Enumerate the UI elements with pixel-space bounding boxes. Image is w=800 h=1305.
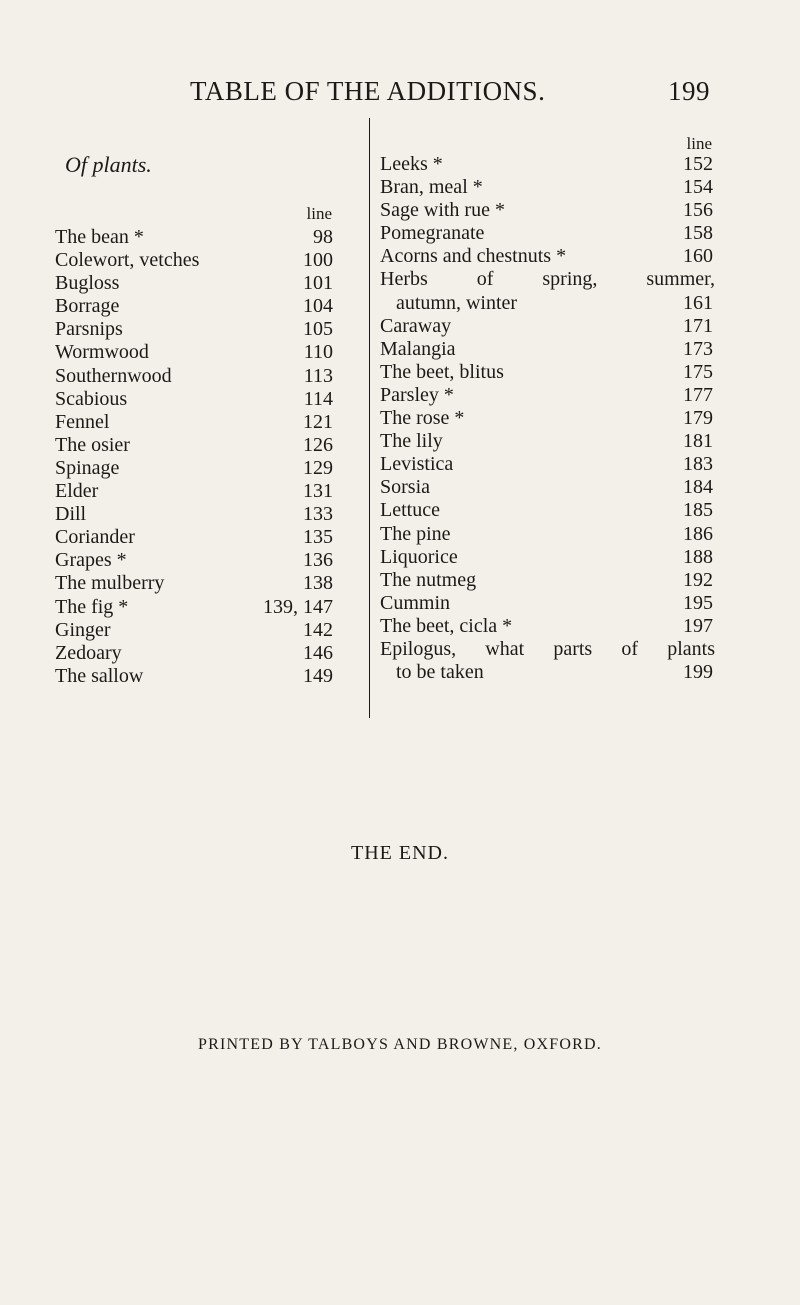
index-entry [55, 457, 335, 480]
entry-line-number: 139, 147 [263, 595, 333, 618]
entry-name: Levistica [380, 453, 454, 476]
entry-line-number: 133 [303, 503, 333, 526]
index-entry [55, 388, 335, 411]
index-entry [55, 572, 335, 595]
index-entry [55, 549, 335, 572]
entry-line-number: 146 [303, 641, 333, 664]
entry-line-number: 177 [683, 383, 713, 406]
index-entry [380, 476, 715, 499]
line-column-label: line [306, 204, 332, 223]
entry-line-number: 142 [303, 618, 333, 641]
entry-line-number: 181 [683, 430, 713, 453]
entry-line-number: 184 [683, 476, 713, 499]
entry-name: The rose * [380, 407, 465, 430]
entry-name: The osier [55, 433, 130, 456]
index-entry [380, 615, 715, 638]
entry-line-number: 114 [303, 387, 333, 410]
entry-line-number: 104 [303, 295, 333, 318]
entry-name: The sallow [55, 664, 144, 687]
entry-name: The nutmeg [380, 568, 477, 591]
entry-line-number: 158 [683, 222, 713, 245]
index-entry [380, 546, 715, 569]
entry-line-number: 156 [683, 199, 713, 222]
entry-line-number: 131 [303, 480, 333, 503]
right-entries [380, 153, 715, 684]
line-column-label: line [686, 134, 712, 153]
index-entry [55, 619, 335, 642]
index-entry [380, 407, 715, 430]
index-entry [380, 523, 715, 546]
index-entry [55, 411, 335, 434]
index-entry [55, 365, 335, 388]
index-entry [55, 272, 335, 295]
entry-name: The beet, cicla * [380, 614, 513, 637]
entry-name: Lettuce [380, 499, 440, 522]
entry-line-number: 195 [683, 591, 713, 614]
entry-name: Colewort, vetches [55, 249, 200, 272]
entry-line-number: 152 [683, 153, 713, 175]
entry-name: The pine [380, 522, 451, 545]
entry-name: The lily [380, 430, 443, 453]
index-entry [55, 249, 335, 272]
index-entry [380, 153, 715, 176]
index-entry [380, 176, 715, 199]
index-entry [380, 315, 715, 338]
entry-name: Bugloss [55, 272, 120, 295]
entry-line-number: 183 [683, 453, 713, 476]
entry-line-number: 101 [303, 272, 333, 295]
entry-name: Sage with rue * [380, 199, 505, 222]
entry-line-number: 149 [303, 664, 333, 687]
entry-line-number: 185 [683, 499, 713, 522]
index-entry [55, 480, 335, 503]
entry-line-number: 173 [683, 337, 713, 360]
index-entry [55, 596, 335, 619]
index-entry [55, 226, 335, 249]
index-entry [55, 526, 335, 549]
entry-line-number: 197 [683, 614, 713, 637]
entry-name: Leeks * [380, 153, 443, 175]
entry-name: Caraway [380, 314, 452, 337]
entry-line-number: 175 [683, 360, 713, 383]
index-entry [380, 338, 715, 361]
entry-line-number: 188 [683, 545, 713, 568]
index-entry [55, 503, 335, 526]
index-entry [55, 341, 335, 364]
index-entry [380, 199, 715, 222]
index-entry [380, 638, 715, 661]
index-entry [380, 384, 715, 407]
index-entry [380, 499, 715, 522]
index-entry [380, 592, 715, 615]
entry-name: Parsnips [55, 318, 123, 341]
index-entry [380, 245, 715, 268]
entry-name: The fig * [55, 595, 129, 618]
entry-name: Cummin [380, 591, 451, 614]
entry-line-number: 121 [303, 410, 333, 433]
running-header [190, 76, 710, 110]
entry-line-number: 110 [303, 341, 333, 364]
entry-line-number: 105 [303, 318, 333, 341]
entry-line-number: 100 [303, 249, 333, 272]
index-entry [55, 665, 335, 688]
entry-line-number: 138 [303, 572, 333, 595]
index-entry [380, 222, 715, 245]
entry-name: Ginger [55, 618, 111, 641]
entry-line-number: 113 [303, 364, 333, 387]
entry-line-number: 160 [683, 245, 713, 268]
entry-name: Zedoary [55, 641, 122, 664]
entry-name: Parsley * [380, 383, 454, 406]
page-number: 199 [668, 76, 710, 106]
entry-name: Herbs of spring, summer, [380, 268, 715, 291]
entry-line-number: 129 [303, 456, 333, 479]
index-entry [380, 292, 715, 315]
left-entries [55, 226, 335, 688]
entry-line-number: 171 [683, 314, 713, 337]
entry-line-number: 136 [303, 549, 333, 572]
index-entry [380, 453, 715, 476]
column-divider [369, 118, 370, 718]
entry-line-number: 199 [683, 661, 713, 684]
index-entry [55, 642, 335, 665]
entry-line-number: 192 [683, 568, 713, 591]
entry-name: Acorns and chestnuts * [380, 245, 567, 268]
index-entry [55, 434, 335, 457]
index-entry [380, 569, 715, 592]
index-entry [55, 295, 335, 318]
entry-name: Liquorice [380, 545, 458, 568]
index-entry [380, 430, 715, 453]
entry-name: Wormwood [55, 341, 149, 364]
entry-line-number: 179 [683, 407, 713, 430]
printer-imprint: PRINTED BY TALBOYS AND BROWNE, OXFORD. [198, 1036, 602, 1053]
entry-name: The mulberry [55, 572, 165, 595]
entry-name: Malangia [380, 337, 456, 360]
entry-name: Coriander [55, 526, 135, 549]
index-entry [380, 661, 715, 684]
entry-name: Southernwood [55, 364, 172, 387]
end-marker: THE END. [351, 842, 449, 864]
index-entry [55, 318, 335, 341]
entry-name: Grapes * [55, 549, 127, 572]
entry-name: Dill [55, 503, 87, 526]
entry-name: Spinage [55, 456, 120, 479]
entry-name: Borrage [55, 295, 120, 318]
index-entry [380, 268, 715, 291]
entry-name: Elder [55, 480, 99, 503]
entry-name: to be taken [396, 661, 484, 684]
entry-name: autumn, winter [396, 291, 518, 314]
entry-name: Pomegranate [380, 222, 485, 245]
page-title: TABLE OF THE ADDITIONS. [190, 76, 546, 106]
entry-line-number: 135 [303, 526, 333, 549]
index-entry [380, 361, 715, 384]
entry-name: Fennel [55, 410, 110, 433]
entry-name: The bean * [55, 226, 144, 248]
entry-line-number: 154 [683, 176, 713, 199]
entry-name: Scabious [55, 387, 128, 410]
entry-name: Epilogus, what parts of plants [380, 637, 715, 660]
section-heading: Of plants. [65, 152, 152, 177]
entry-line-number: 186 [683, 522, 713, 545]
entry-name: The beet, blitus [380, 360, 504, 383]
entry-name: Bran, meal * [380, 176, 483, 199]
entry-line-number: 126 [303, 433, 333, 456]
entry-line-number: 98 [313, 226, 333, 248]
entry-name: Sorsia [380, 476, 430, 499]
entry-line-number: 161 [683, 291, 713, 314]
